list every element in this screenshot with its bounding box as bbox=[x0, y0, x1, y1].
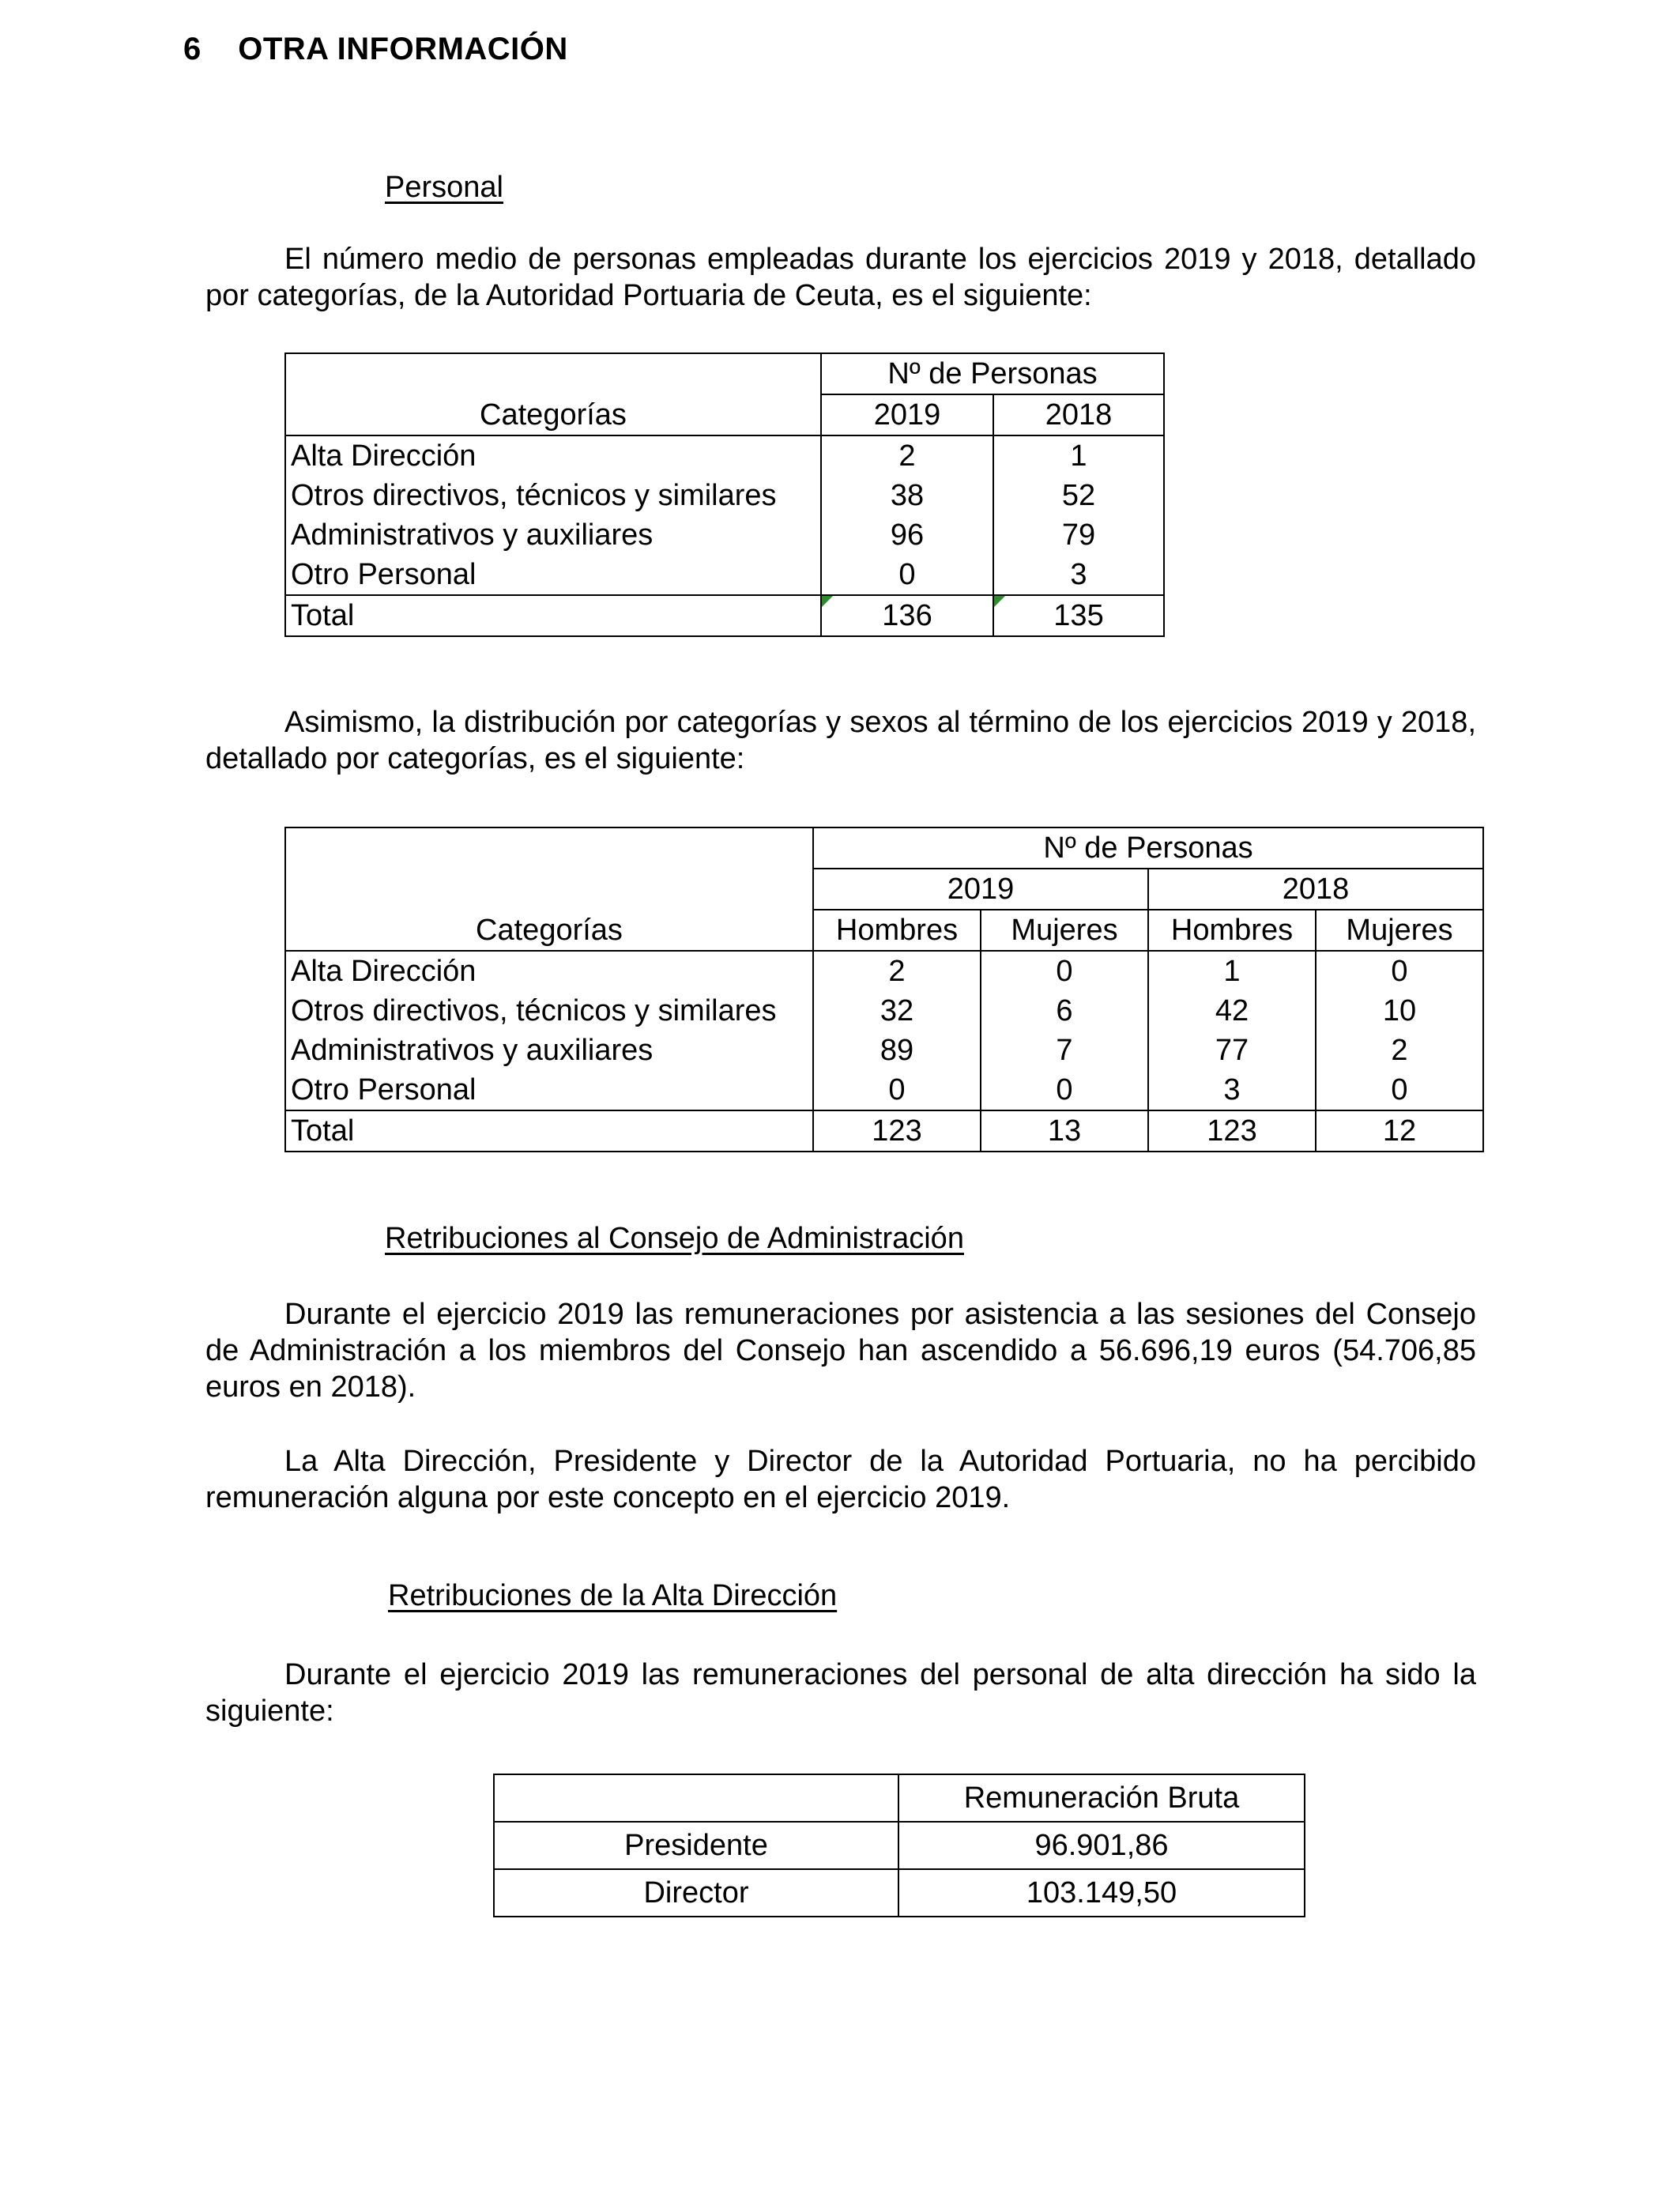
table1-group-header: Nº de Personas bbox=[821, 353, 1164, 394]
table1-year-2019: 2019 bbox=[821, 394, 993, 435]
table-row: Director 103.149,50 bbox=[494, 1869, 1305, 1917]
table-personas-media bbox=[284, 352, 1165, 637]
table-personas-sexo: Nº de Personas 2019 2018 Categorías Hombres Mujeres Hombres Mujeres Alta Dirección 2 0 1 0 Otros directivos, técnicos y similares 32 6 42 10 Administrativos y auxiliares 89 7 77 2 Otro Personal 0 0 3 0 Total 123 13 123 12 bbox=[284, 827, 1484, 1152]
alta-direccion-heading: Retribuciones de la Alta Dirección bbox=[388, 1579, 838, 1612]
table-row: Otro Personal 0 3 bbox=[285, 555, 1164, 595]
alta-direccion-intro: Durante el ejercicio 2019 las remuneraciones del personal de alta dirección ha sido la siguiente: bbox=[205, 1658, 1476, 1728]
table3-col-header: Remuneración Bruta bbox=[898, 1774, 1305, 1822]
cell-note-marker bbox=[994, 596, 1005, 607]
table1-year-2018: 2018 bbox=[993, 394, 1164, 435]
consejo-para1: Durante el ejercicio 2019 las remuneraciones por asistencia a las sesiones del Consejo de Administración a los miembros del Consejo han ascendido a 56.696,19 euros (54.706,85 euros en 2018). bbox=[205, 1298, 1476, 1404]
table2-col-category: Categorías bbox=[285, 910, 813, 951]
table1-col-category: Categorías bbox=[285, 394, 821, 435]
cell-note-marker bbox=[822, 596, 833, 607]
table-total-row: Total 136 135 bbox=[285, 595, 1164, 636]
section-number: 6 bbox=[183, 32, 202, 66]
table-row: Alta Dirección 2 1 bbox=[285, 435, 1164, 476]
table2-group-header: Nº de Personas bbox=[813, 827, 1483, 869]
table-row: Otros directivos, técnicos y similares 38 52 bbox=[285, 476, 1164, 515]
table-row: Otros directivos, técnicos y similares 32 6 42 10 bbox=[285, 991, 1483, 1031]
table-row: Administrativos y auxiliares 96 79 bbox=[285, 515, 1164, 555]
table2-year-2019: 2019 bbox=[813, 869, 1148, 910]
table2-year-2018: 2018 bbox=[1148, 869, 1483, 910]
table-remuneracion bbox=[493, 1774, 1305, 1917]
table-row: Administrativos y auxiliares 89 7 77 2 bbox=[285, 1031, 1483, 1070]
consejo-heading: Retribuciones al Consejo de Administración bbox=[385, 1222, 964, 1255]
table-row: Presidente 96.901,86 bbox=[494, 1822, 1305, 1869]
table-row: Alta Dirección 2 0 1 0 bbox=[285, 951, 1483, 991]
section-title: OTRA INFORMACIÓN bbox=[238, 32, 568, 66]
personal-intro2: Asimismo, la distribución por categorías y sexos al término de los ejercicios 2019 y 2018, detallado por categorías, es el siguiente: bbox=[205, 706, 1476, 775]
table-total-row: Total 123 13 123 12 bbox=[285, 1110, 1483, 1152]
consejo-para2: La Alta Dirección, Presidente y Director de la Autoridad Portuaria, no ha percibido remuneración alguna por este concepto en el ejercicio 2019. bbox=[205, 1445, 1476, 1514]
personal-intro: El número medio de personas empleadas durante los ejercicios 2019 y 2018, detallado por categorías, de la Autoridad Portuaria de Ceuta, es el siguiente: bbox=[205, 243, 1476, 312]
section-heading bbox=[183, 32, 568, 67]
personal-heading: Personal bbox=[385, 171, 503, 204]
table-row: Otro Personal 0 0 3 0 bbox=[285, 1070, 1483, 1110]
